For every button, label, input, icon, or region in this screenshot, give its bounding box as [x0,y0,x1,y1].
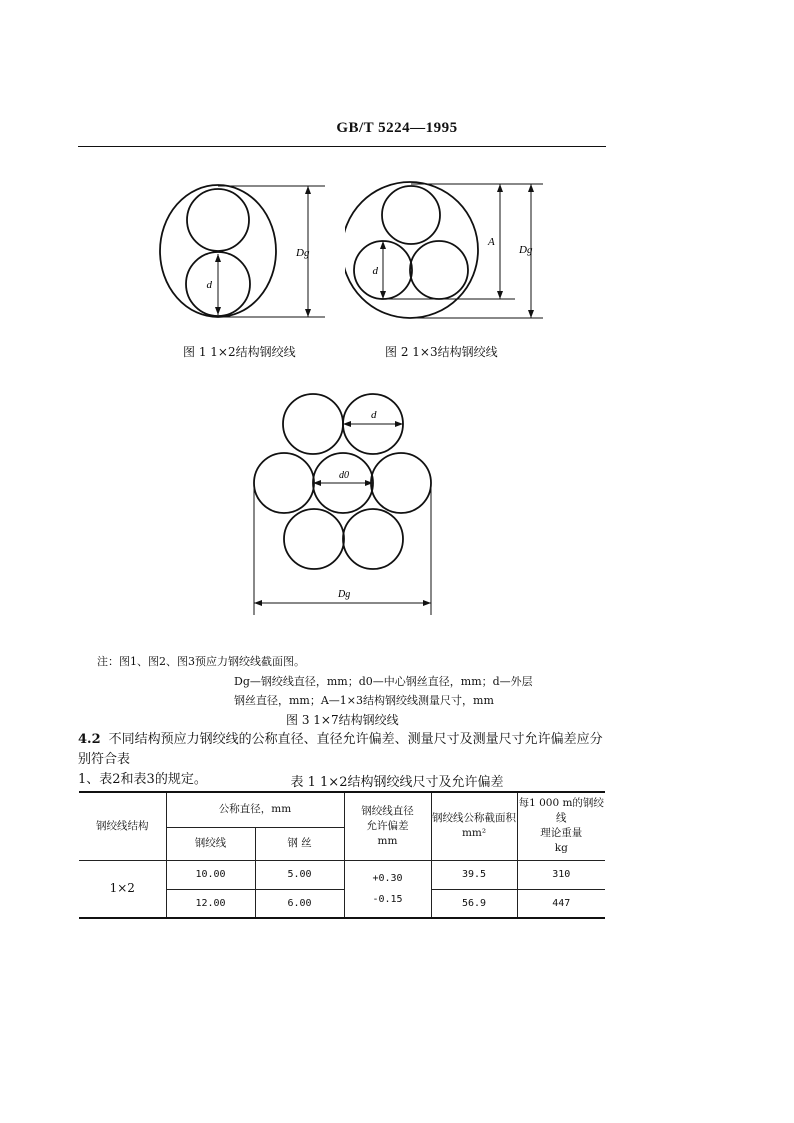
fig3-wire-bottom-left [284,509,344,569]
fig1-arrow [215,307,221,315]
figure-3-note-line2: Dg—钢绞线直径，mm；d0—中心钢丝直径，mm；d—外层 [234,675,533,688]
page-header: GB/T 5224—1995 [336,120,458,136]
tolerance-plus: +0.30 [372,872,403,884]
fig2-right-wire [410,241,468,299]
header-area-line1: 钢绞线公称截面积 [432,812,517,825]
header-weight-line1: 每1 000 m的钢绞线 [518,797,604,825]
figure-2-diagram [345,175,545,325]
figure-1-diagram [150,178,340,328]
section-text-line1: 不同结构预应力钢绞线的公称直径、直径允许偏差、测量尺寸及测量尺寸允许偏差应分别符合表 [78,732,603,767]
figure-3-diagram [250,385,440,615]
header-structure: 钢绞线结构 [79,792,166,860]
fig3-arrow [343,421,351,427]
tolerance-minus: -0.15 [372,893,403,905]
figure-1-caption: 图 1 1×2结构钢绞线 [183,345,296,359]
header-weight-line2: 理论重量 [540,827,583,840]
fig3-label-d: d [371,409,377,421]
cell-structure: 1×2 [79,860,166,918]
fig1-upper-wire [187,189,249,251]
header-area-line2: mm² [461,827,487,840]
figure-3-note-line3: 钢丝直径，mm；A—1×3结构钢绞线测量尺寸，mm [234,694,494,707]
fig3-wire-top-left [283,394,343,454]
fig2-label-d: d [372,265,378,277]
header-rule [78,146,606,147]
fig3-wire-bottom-right [343,509,403,569]
table-1-caption: 表 1 1×2结构钢绞线尺寸及允许偏差 [290,775,504,790]
cell-strand-diameter: 10.00 [166,860,255,889]
fig2-arrow [528,310,534,318]
fig3-wire-right [371,453,431,513]
fig3-arrow [254,600,262,606]
header-strand: 钢绞线 [166,827,255,860]
fig2-top-wire [382,186,440,244]
fig1-arrow [215,254,221,262]
fig2-arrow [380,291,386,299]
cell-wire-diameter: 5.00 [255,860,344,889]
section-number: 4.2 [78,732,101,747]
fig1-label-Dg: Dg [296,247,310,259]
fig2-label-Dg: Dg [519,244,533,256]
fig3-label-Dg: Dg [338,589,351,600]
header-wire: 钢 丝 [255,827,344,860]
cell-area: 56.9 [431,889,517,918]
table-row [79,860,605,889]
header-nominal-diameter: 公称直径，mm [166,792,344,827]
header-tolerance-line1: 钢绞线直径 [361,804,414,817]
figure-3-note-line1: 注：图1、图2、图3预应力钢绞线截面图。 [97,655,305,668]
header-tolerance-line2: 允许偏差 [366,819,409,832]
section-text-line2: 1、表2和表3的规定。 [78,772,207,787]
header-tolerance-line3: mm [377,834,398,847]
fig1-label-d: d [206,279,212,291]
header-area [431,792,517,860]
fig3-arrow [395,421,403,427]
fig2-arrow [528,184,534,192]
figure-2-caption: 图 2 1×3结构钢绞线 [385,345,498,359]
fig2-label-A: A [488,236,495,248]
fig3-wire-left [254,453,314,513]
fig3-label-d0: d0 [339,470,349,481]
fig1-arrow [305,186,311,194]
cell-wire-diameter: 6.00 [255,889,344,918]
fig3-arrow [423,600,431,606]
cell-tolerance [344,860,431,918]
header-weight-line3: kg [554,842,568,855]
fig1-arrow [305,309,311,317]
header-weight [517,792,605,860]
table-1 [79,791,605,919]
header-tolerance [344,792,431,860]
figure-3-caption: 图 3 1×7结构钢绞线 [286,713,399,727]
fig2-arrow [497,291,503,299]
fig2-outer-circle [345,182,478,318]
cell-weight: 447 [517,889,605,918]
fig2-arrow [497,184,503,192]
cell-strand-diameter: 12.00 [166,889,255,918]
cell-weight: 310 [517,860,605,889]
fig2-arrow [380,241,386,249]
cell-area: 39.5 [431,860,517,889]
